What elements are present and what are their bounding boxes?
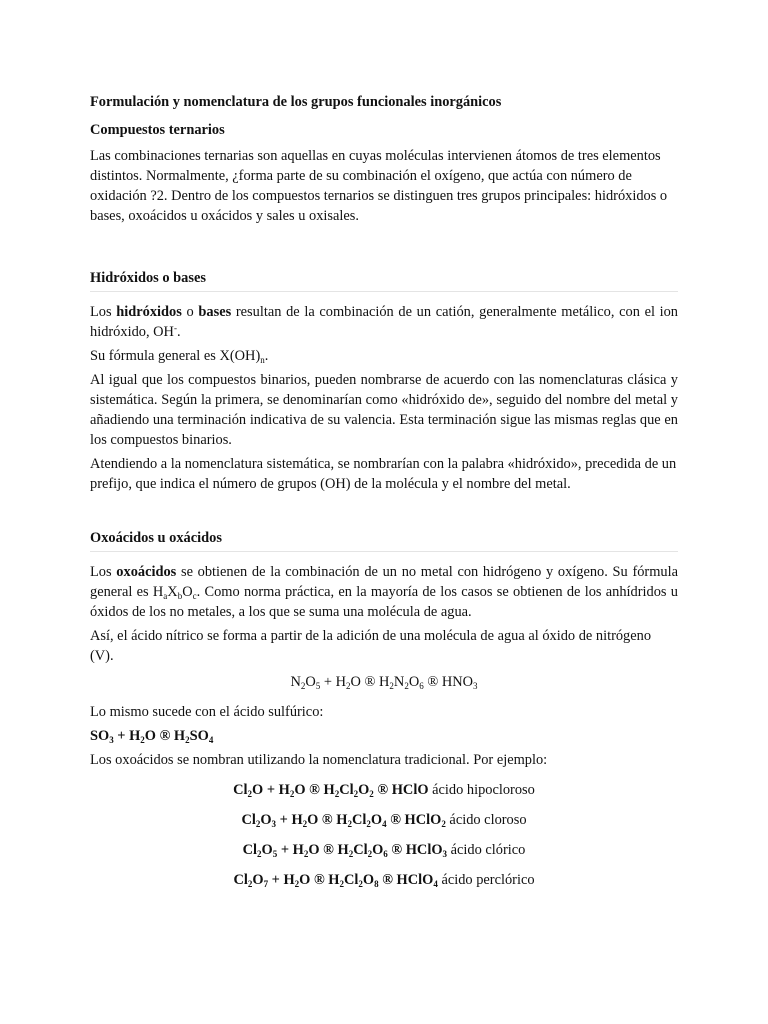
paragraph-hidroxidos-sistematica: Atendiendo a la nomenclatura sistemática, se nombrarían con la palabra «hidróxido», precedida de un prefijo, que indica el número de grupos (OH) de la molécula y el nombre del metal. [90, 456, 677, 492]
document-content [90, 92, 678, 900]
paragraph-nomenclatura-tradicional: Los oxoácidos se nombran utilizando la nomenclatura tradicional. Por ejemplo: [90, 752, 548, 768]
document-title: Formulación y nomenclatura de los grupos funcionales inorgánicos [90, 94, 502, 110]
section-heading-ternarios: Compuestos ternarios [90, 122, 225, 138]
paragraph-hidroxidos-formula: Su fórmula general es $X(OH)_n$. [90, 348, 269, 365]
equation-acido-clorico: $Cl_2O_5 + H_2O$ ® $H_2Cl_2O_6$ ® HClO$_3$ ácido clórico [242, 842, 526, 859]
paragraph-hidroxidos-clasica: Al igual que los compuestos binarios, pueden nombrarse de acuerdo con las nomenclaturas clásica y sistemática. Según la primera, se denominarían como «hidróxido de», seguido del nombre del metal y añadiendo una terminación indicativa de su valencia. Esta terminación sigue las mismas reglas que en los compuestos binarios. [90, 372, 678, 448]
paragraph-ternarios-intro: Las combinaciones ternarias son aquellas en cuyas moléculas intervienen átomos de tres elementos distintos. Normalmente, ¿forma parte de su combinación el oxígeno, que actúa con número de oxidación ?2. Dentro de los compuestos ternarios se distinguen tres grupos principales: hidróxidos o bases, oxoácidos u oxácidos y sales u oxisales. [90, 148, 668, 224]
section-heading-hidroxidos: Hidróxidos o bases [90, 268, 678, 292]
paragraph-acido-sulfurico: Lo mismo sucede con el ácido sulfúrico: [90, 704, 324, 720]
equation-acido-perclorico: $Cl_2O_7 + H_2O$ ® $H_2Cl_2O_8$ ® HClO$_4$ ácido perclórico [233, 872, 535, 889]
equation-acido-sulfurico: $SO_3 + H_2O$ ® $H_2SO_4$ [90, 728, 214, 745]
paragraph-hidroxidos-def: Los hidróxidos o bases resultan de la combinación de un catión, generalmente metálico, con el ion hidróxido, OH-. [90, 304, 679, 340]
equation-acido-nitrico: $N_2O_5 + H_2O$ ® $H_2N_2O_6$ ® $HNO_3$ [290, 674, 478, 691]
paragraph-acido-nitrico: Así, el ácido nítrico se forma a partir de la adición de una molécula de agua al óxido de nitrógeno (V). [90, 628, 652, 664]
section-heading-oxoacidos: Oxoácidos u oxácidos [90, 528, 678, 552]
equation-acido-hipocloroso: $Cl_2O + H_2O$ ® $H_2Cl_2O_2$ ® HClO ácido hipocloroso [233, 782, 535, 799]
equation-acido-cloroso: $Cl_2O_3 + H_2O$ ® $H_2Cl_2O_4$ ® HClO$_2$ ácido cloroso [241, 812, 527, 829]
paragraph-oxoacidos-def: Los oxoácidos se obtienen de la combinación de un no metal con hidrógeno y oxígeno. Su fórmula general es $H_aX_bO_c$. Como norma práctica, en la mayoría de los casos se obtienen de los anhídridos u óxidos de los no metales, a los que se suma una molécula de agua. [90, 564, 679, 620]
